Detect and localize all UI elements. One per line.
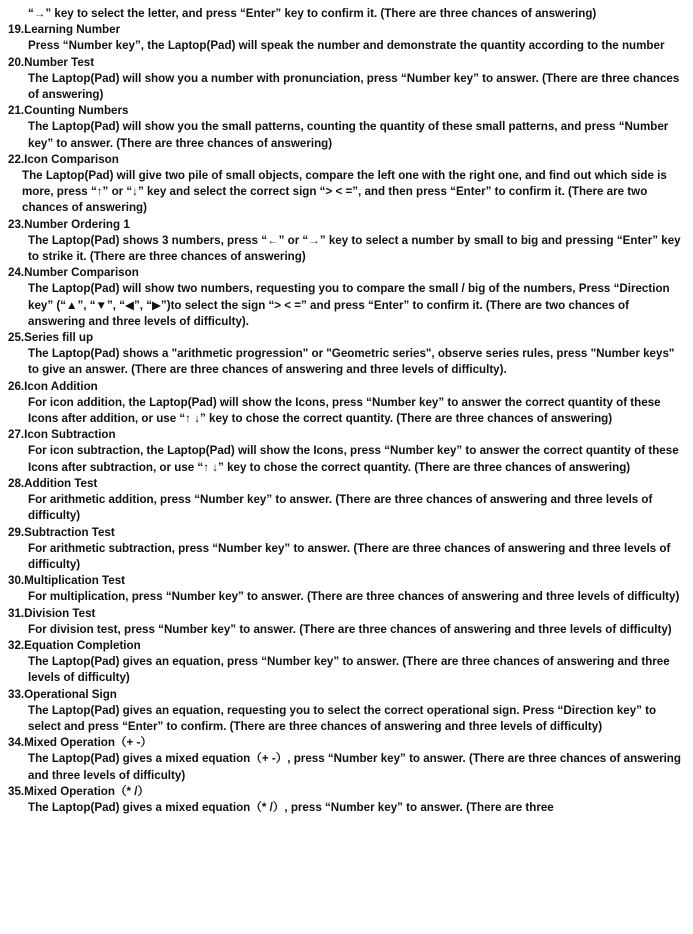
list-item-27 [8,427,685,476]
list-item-34 [8,735,685,784]
item-title: 25.Series fill up [8,331,94,345]
item-title: 28.Addition Test [8,476,98,490]
list-item-32 [8,638,685,687]
item-description: The Laptop(Pad) gives an equation, requesting you to select the correct operational sign. Press “Direction key” to select and press “Enter” to confirm. (There are three chances of answering and three levels of difficulty) [28,703,657,733]
item-description: Press “Number key”, the Laptop(Pad) will speak the number and demonstrate the quantity according to the number [28,39,665,53]
list-item-35 [8,784,685,816]
list-item-24 [8,265,685,330]
item-description: The Laptop(Pad) will show two numbers, requesting you to compare the small / big of the numbers, Press “Direction key” (“▲”, “▼”, “◀”, “▶”)to select the sign “> < =” and press “Enter” to confirm it. (There are two chances of answering and three levels of difficulty). [28,282,670,328]
item-description: For icon addition, the Laptop(Pad) will show the Icons, press “Number key” to answer the correct quantity of these Icons after addition, or use “↑ ↓” key to chose the correct quantity. (There are three chances of answering) [28,395,661,426]
item-title: 35.Mixed Operation（* /） [8,784,150,798]
item-title: 34.Mixed Operation（+ -） [8,736,152,750]
item-description: For arithmetic addition, press “Number key” to answer. (There are three chances of answering and three levels of difficulty) [28,493,653,523]
item-title: 32.Equation Completion [8,638,141,652]
item-description: The Laptop(Pad) will give two pile of small objects, compare the left one with the right one, and find out which side is more, press “↑” or “↓” key and select the correct sign “> < =”, and then press “Enter” to confirm it. (There are two chances of answering) [22,169,667,215]
item-title: 24.Number Comparison [8,266,139,280]
list-item-31 [8,606,685,638]
item-title: 27.Icon Subtraction [8,428,116,442]
item-description: For icon subtraction, the Laptop(Pad) will show the Icons, press “Number key” to answer the correct quantity of these Icons after subtraction, or use “↑ ↓” key to chose the correct quantity. (There are three chances of answering) [28,444,679,474]
list-item-26 [8,379,685,428]
item-title: 20.Number Test [8,55,95,69]
item-description: The Laptop(Pad) shows 3 numbers, press “←” or “→” key to select a number by small to big and pressing “Enter” key to strike it. (There are three chances of answering) [28,233,681,264]
item-description: The Laptop(Pad) gives a mixed equation（* /）, press “Number key” to answer. (There are three [28,800,554,814]
item-description: For division test, press “Number key” to answer. (There are three chances of answering and three levels of difficulty) [28,622,672,636]
continued-text: “→” key to select the letter, and press “Enter” key to confirm it. (There are three chances of answering) [28,7,597,20]
item-title: 19.Learning Number [8,23,121,37]
list-item-30 [8,573,685,605]
item-title: 26.Icon Addition [8,379,98,393]
item-title: 21.Counting Numbers [8,104,129,118]
item-title: 22.Icon Comparison [8,152,119,166]
list-item-23 [8,217,685,266]
list-item-29 [8,525,685,574]
item-description: The Laptop(Pad) gives a mixed equation（+ -）, press “Number key” to answer. (There are three chances of answering and three levels of difficulty) [28,752,681,782]
list-item-33 [8,687,685,736]
list-item-25 [8,330,685,379]
item-title: 29.Subtraction Test [8,525,115,539]
item-description: The Laptop(Pad) shows a "arithmetic progression" or "Geometric series", observe series rules, press "Number keys" to give an answer. (There are three chances of answering and three levels of difficulty). [28,347,675,377]
list-item-19 [8,22,685,54]
item-description: For arithmetic subtraction, press “Number key” to answer. (There are three chances of answering and three levels of difficulty) [28,541,671,571]
item-title: 31.Division Test [8,606,96,620]
list-item-20 [8,55,685,104]
item-description: For multiplication, press “Number key” to answer. (There are three chances of answering and three levels of difficulty) [28,590,680,604]
item-title: 30.Multiplication Test [8,574,126,588]
list-item-28 [8,476,685,525]
item-title: 23.Number Ordering 1 [8,217,130,231]
item-description: The Laptop(Pad) gives an equation, press “Number key” to answer. (There are three chances of answering and three levels of difficulty) [28,655,670,685]
item-description: The Laptop(Pad) will show you the small patterns, counting the quantity of these small patterns, and press “Number key” to answer. (There are three chances of answering) [28,120,669,150]
item-description: The Laptop(Pad) will show you a number with pronunciation, press “Number key” to answer. (There are three chances of answering) [28,71,680,102]
list-item-22 [8,152,685,217]
item-title: 33.Operational Sign [8,687,117,701]
list-item-21 [8,103,685,152]
